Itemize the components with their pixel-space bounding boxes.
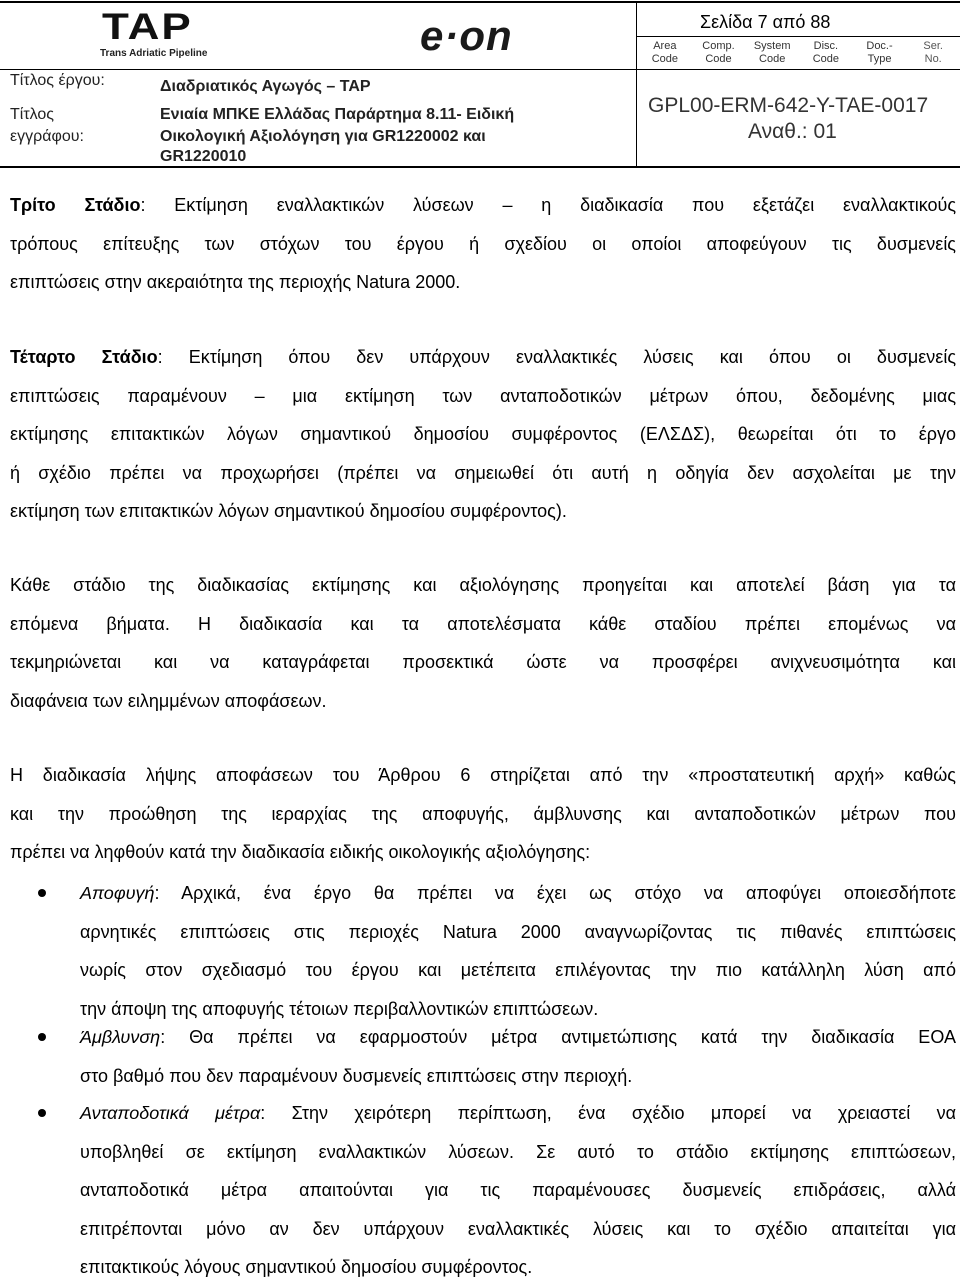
bullet-line: την άποψη της αποφυγής τέτοιων περιβαλλοντικών επιπτώσεων. xyxy=(80,998,599,1019)
paragraph-line: και την προώθηση της ιεραρχίας της αποφυγής, άμβλυνσης και ανταποδοτικών μέτρων που xyxy=(10,803,956,824)
paragraph-line: τρόπους επίτευξης των στόχων του έργου ή σχεδίου οι οποίοι αποφεύγουν τις δυσμενείς xyxy=(10,233,956,254)
document-title-label-2: εγγράφου: xyxy=(10,128,84,145)
paragraph-stage-3 xyxy=(10,186,956,302)
code-label-serno: Ser. No. xyxy=(923,40,943,65)
header-right-col-border xyxy=(636,1,637,167)
paragraph-line: διαφάνεια των ειλημμένων αποφάσεων. xyxy=(10,690,327,711)
stage-4-title: Τέταρτο Στάδιο xyxy=(10,347,158,367)
document-title-line-2: Οικολογική Αξιολόγηση για GR1220002 και xyxy=(160,128,486,145)
header-bottom-border xyxy=(0,166,960,168)
paragraph-line: Η διαδικασία λήψης αποφάσεων του Άρθρου 6 στηρίζεται από την «προστατευτική αρχή» καθώς xyxy=(10,765,956,785)
paragraph-line: επιπτώσεις στην ακεραιότητα της περιοχής Natura 2000. xyxy=(10,272,461,292)
paragraph-line: επόμενα βήματα. Η διαδικασία και τα αποτελέσματα κάθε σταδίου πρέπει επομένως να xyxy=(10,613,956,634)
tap-logo xyxy=(72,6,262,62)
code-label-doctype: Doc.- Type xyxy=(866,40,893,65)
code-labels-row xyxy=(638,40,960,70)
bullet-dot-icon xyxy=(38,889,46,897)
document-title-label-1: Τίτλος xyxy=(10,106,55,123)
bullet-avoidance xyxy=(80,874,956,1028)
bullet-line: Ανταποδοτικά μέτρα: Στην χειρότερη περίπτωση, ένα σχέδιο μπορεί να χρειαστεί να xyxy=(80,1103,956,1123)
paragraph-line: τεκμηριώνεται και να καταγράφεται προσεκτικά ώστε να προσφέρει ανιχνευσιμότητα και xyxy=(10,652,956,672)
bullet-line: νωρίς στον σχεδιασμό του έργου και μετέπειτα επιλέγοντας την πιο κατάλληλη λύση από xyxy=(80,960,956,980)
paragraph-article-6 xyxy=(10,756,956,872)
code-label-comp: Comp. Code xyxy=(702,40,735,65)
bullet-line: υποβληθεί σε εκτίμηση εναλλακτικών λύσεων. Σε αυτό το στάδιο εκτίμησης επιπτώσεων, xyxy=(80,1141,956,1162)
paragraph-line: ή σχέδιο πρέπει να προχωρήσει (πρέπει να σημειωθεί ότι αυτή η οδηγία δεν ασχολείται με την xyxy=(10,462,956,483)
code-label-area: Area Code xyxy=(651,40,678,65)
bullet-dot-icon xyxy=(38,1033,46,1041)
paragraph-line: πρέπει να ληφθούν κατά την διαδικασία ειδικής οικολογικής αξιολόγησης: xyxy=(10,842,591,862)
bullet-compensatory xyxy=(80,1094,956,1287)
code-label-system: System Code xyxy=(753,40,791,65)
paragraph-stages-note xyxy=(10,566,956,720)
revision: Αναθ.: 01 xyxy=(748,120,837,143)
header-top-border xyxy=(0,1,960,3)
document-title-line-1: Ενιαία ΜΠΚΕ Ελλάδας Παράρτημα 8.11- Ειδική xyxy=(160,106,515,123)
document-title-line-3: GR1220010 xyxy=(160,148,247,165)
paragraph-line: Τρίτο Στάδιο: Εκτίμηση εναλλακτικών λύσεων – η διαδικασία που εξετάζει εναλλακτικούς xyxy=(10,195,957,215)
eon-logo: e·on xyxy=(420,12,513,59)
bullet-line: ανταποδοτικά μέτρα απαιτούνται για τις παραμένουσες δυσμενείς επιδράσεις, αλλά xyxy=(80,1180,956,1200)
project-title-label: Τίτλος έργου: xyxy=(10,72,105,89)
paragraph-line: εκτίμησης επιτακτικών λόγων σημαντικού δημοσίου συμφέροντος (ΕΛΣΔΣ), θεωρείται ότι το έργο xyxy=(10,424,956,444)
bullet-line: Άμβλυνση: Θα πρέπει να εφαρμοστούν μέτρα αντιμετώπισης κατά την διαδικασία ΕΟΑ xyxy=(80,1027,956,1047)
document-header xyxy=(0,0,960,168)
tap-logo-word: TAP xyxy=(102,6,193,48)
paragraph-stage-4 xyxy=(10,338,956,531)
bullet-line: επιτρέπονται μόνο αν δεν υπάρχουν εναλλακτικές λύσεις και το σχέδιο απαιτείται για xyxy=(80,1218,956,1239)
stage-3-title: Τρίτο Στάδιο xyxy=(10,195,141,215)
paragraph-line: επιπτώσεις παραμένουν – μια εκτίμηση των ανταποδοτικών μέτρων όπου, δεδομένης μιας xyxy=(10,385,956,406)
header-page-row-line xyxy=(636,36,960,37)
paragraph-line: εκτίμηση των επιτακτικών λόγων σημαντικού δημοσίου συμφέροντος). xyxy=(10,501,567,521)
bullet-line: Αποφυγή: Αρχικά, ένα έργο θα πρέπει να έχει ως στόχο να αποφύγει οποιεσδήποτε xyxy=(80,883,956,903)
tap-logo-subtitle: Trans Adriatic Pipeline xyxy=(100,48,208,59)
bullet-line: επιτακτικούς λόγους σημαντικού δημοσίου συμφέροντος. xyxy=(80,1257,533,1277)
document-number: GPL00-ERM-642-Y-TAE-0017 xyxy=(648,94,929,117)
bullet-term: Αποφυγή xyxy=(80,883,155,903)
bullet-term: Ανταποδοτικά μέτρα xyxy=(80,1103,261,1123)
bullet-term: Άμβλυνση xyxy=(80,1027,161,1047)
bullet-line: αρνητικές επιπτώσεις στις περιοχές Natura 2000 αναγνωρίζοντας τις πιθανές επιπτώσεις xyxy=(80,921,956,942)
paragraph-line: Κάθε στάδιο της διαδικασίας εκτίμησης και αξιολόγησης προηγείται και αποτελεί βάση για τα xyxy=(10,575,956,595)
bullet-mitigation xyxy=(80,1018,956,1095)
bullet-dot-icon xyxy=(38,1109,46,1117)
page-number: Σελίδα 7 από 88 xyxy=(700,12,831,32)
project-title-value: Διαδριατικός Αγωγός – TAP xyxy=(160,78,371,95)
bullet-line: στο βαθμό που δεν παραμένουν δυσμενείς επιπτώσεις στην περιοχή. xyxy=(80,1065,633,1086)
code-label-disc: Disc. Code xyxy=(812,40,839,65)
paragraph-line: Τέταρτο Στάδιο: Εκτίμηση όπου δεν υπάρχουν εναλλακτικές λύσεις και όπου οι δυσμενείς xyxy=(10,347,956,367)
